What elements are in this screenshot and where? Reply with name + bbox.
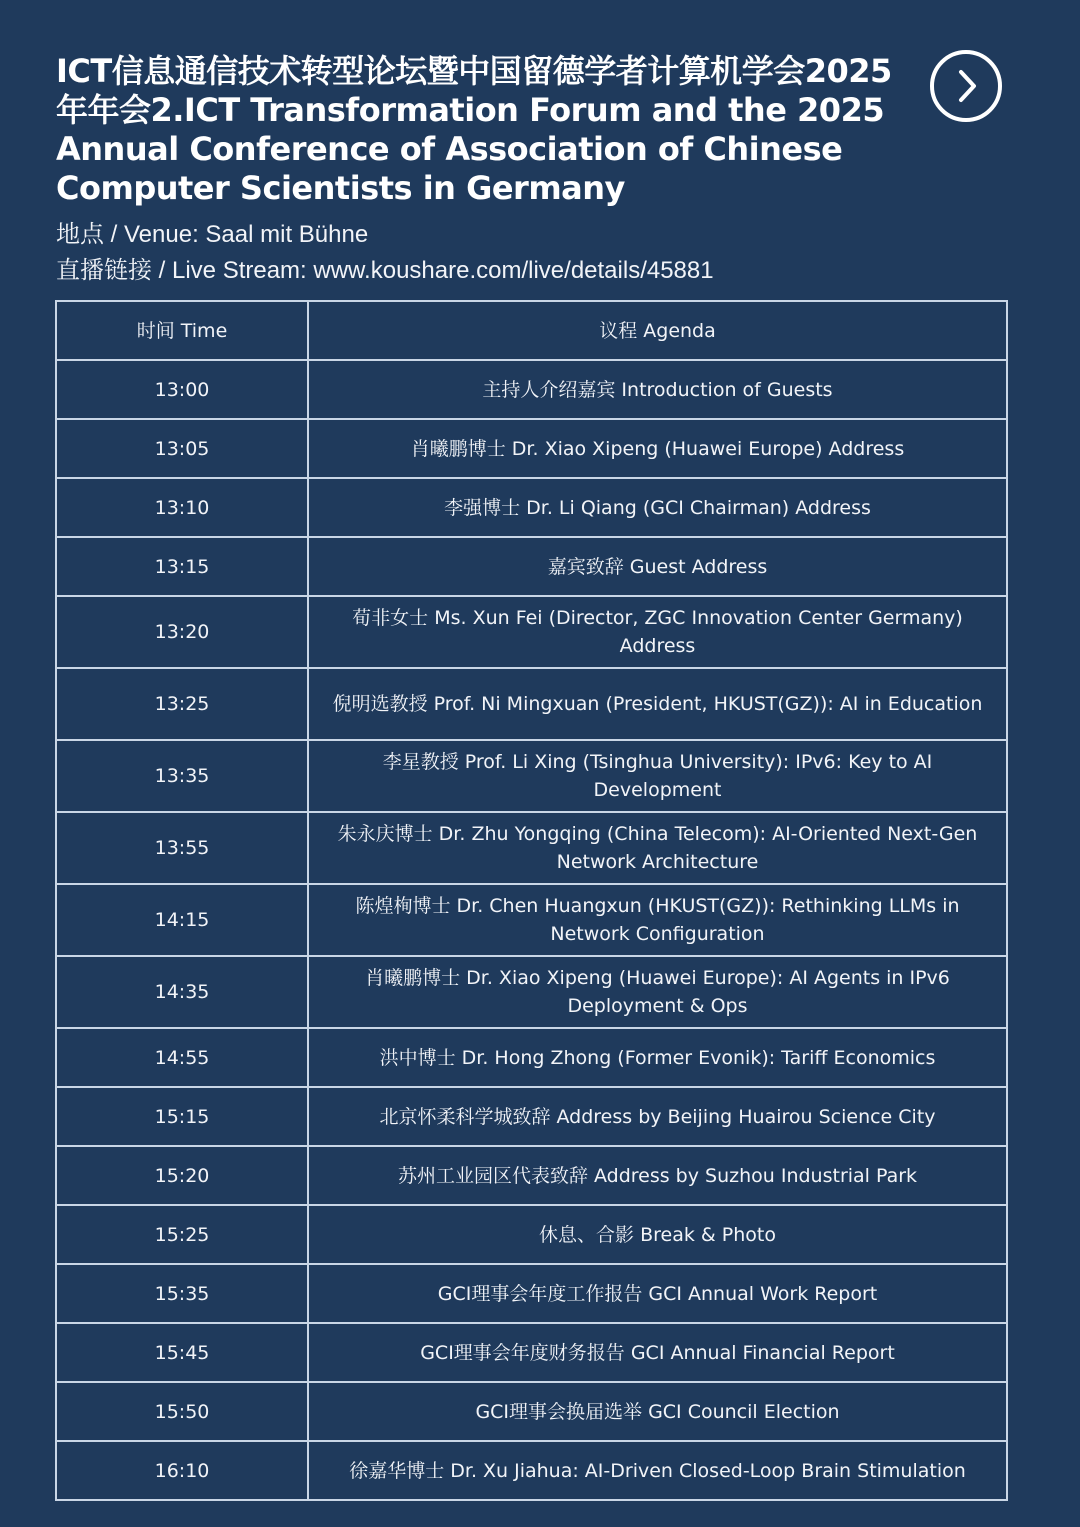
table-row — [56, 1264, 1007, 1323]
row-time: 14:15 — [56, 884, 308, 956]
row-time: 13:10 — [56, 478, 308, 537]
row-agenda: 肖曦鹏博士 Dr. Xiao Xipeng (Huawei Europe): AI Agents in IPv6 Deployment & Ops — [308, 956, 1007, 1028]
header-agenda: 议程 Agenda — [308, 301, 1007, 360]
table-row — [56, 1382, 1007, 1441]
header-time: 时间 Time — [56, 301, 308, 360]
table-row — [56, 1087, 1007, 1146]
row-agenda: 北京怀柔科学城致辞 Address by Beijing Huairou Science City — [308, 1087, 1007, 1146]
row-time: 16:10 — [56, 1441, 308, 1500]
row-agenda: 荀非女士 Ms. Xun Fei (Director, ZGC Innovation Center Germany) Address — [308, 596, 1007, 668]
table-row — [56, 1323, 1007, 1382]
table-row — [56, 596, 1007, 668]
agenda-table — [55, 300, 1008, 1501]
table-row — [56, 1028, 1007, 1087]
row-agenda: 苏州工业园区代表致辞 Address by Suzhou Industrial Park — [308, 1146, 1007, 1205]
row-time: 15:15 — [56, 1087, 308, 1146]
page-title: ICT信息通信技术转型论坛暨中国留德学者计算机学会2025年年会2.ICT Transformation Forum and the 2025 Annual Conference of Association of Chinese Computer Scientists in Germany — [56, 52, 892, 207]
row-time: 15:25 — [56, 1205, 308, 1264]
row-time: 15:20 — [56, 1146, 308, 1205]
table-row — [56, 740, 1007, 812]
row-agenda: GCI理事会换届选举 GCI Council Election — [308, 1382, 1007, 1441]
row-agenda: 徐嘉华博士 Dr. Xu Jiahua: AI-Driven Closed-Loop Brain Stimulation — [308, 1441, 1007, 1500]
row-agenda: 主持人介绍嘉宾 Introduction of Guests — [308, 360, 1007, 419]
table-row — [56, 360, 1007, 419]
row-agenda: 朱永庆博士 Dr. Zhu Yongqing (China Telecom): AI-Oriented Next-Gen Network Architecture — [308, 812, 1007, 884]
table-row — [56, 1205, 1007, 1264]
row-time: 14:35 — [56, 956, 308, 1028]
row-agenda: GCI理事会年度工作报告 GCI Annual Work Report — [308, 1264, 1007, 1323]
row-time: 14:55 — [56, 1028, 308, 1087]
table-row — [56, 537, 1007, 596]
row-time: 15:35 — [56, 1264, 308, 1323]
row-agenda: GCI理事会年度财务报告 GCI Annual Financial Report — [308, 1323, 1007, 1382]
table-header-row — [56, 301, 1007, 360]
table-row — [56, 1146, 1007, 1205]
row-agenda: 嘉宾致辞 Guest Address — [308, 537, 1007, 596]
next-button[interactable] — [930, 50, 1002, 122]
row-time: 13:00 — [56, 360, 308, 419]
venue-text: 地点 / Venue: Saal mit Bühne — [56, 221, 369, 248]
live-stream-link[interactable]: 直播链接 / Live Stream: www.koushare.com/live/details/45881 — [56, 257, 714, 284]
row-agenda: 休息、合影 Break & Photo — [308, 1205, 1007, 1264]
row-time: 13:25 — [56, 668, 308, 740]
row-time: 13:15 — [56, 537, 308, 596]
chevron-right-icon — [934, 54, 998, 118]
row-agenda: 洪中博士 Dr. Hong Zhong (Former Evonik): Tariff Economics — [308, 1028, 1007, 1087]
table-row — [56, 668, 1007, 740]
table-row — [56, 956, 1007, 1028]
row-time: 15:45 — [56, 1323, 308, 1382]
table-row — [56, 812, 1007, 884]
table-row — [56, 478, 1007, 537]
row-agenda: 肖曦鹏博士 Dr. Xiao Xipeng (Huawei Europe) Address — [308, 419, 1007, 478]
row-agenda: 陈煌栒博士 Dr. Chen Huangxun (HKUST(GZ)): Rethinking LLMs in Network Configuration — [308, 884, 1007, 956]
row-time: 13:20 — [56, 596, 308, 668]
row-time: 13:05 — [56, 419, 308, 478]
table-row — [56, 884, 1007, 956]
row-time: 15:50 — [56, 1382, 308, 1441]
row-time: 13:55 — [56, 812, 308, 884]
row-time: 13:35 — [56, 740, 308, 812]
row-agenda: 倪明选教授 Prof. Ni Mingxuan (President, HKUST(GZ)): AI in Education — [308, 668, 1007, 740]
row-agenda: 李星教授 Prof. Li Xing (Tsinghua University): IPv6: Key to AI Development — [308, 740, 1007, 812]
table-row — [56, 419, 1007, 478]
table-row — [56, 1441, 1007, 1500]
row-agenda: 李强博士 Dr. Li Qiang (GCI Chairman) Address — [308, 478, 1007, 537]
